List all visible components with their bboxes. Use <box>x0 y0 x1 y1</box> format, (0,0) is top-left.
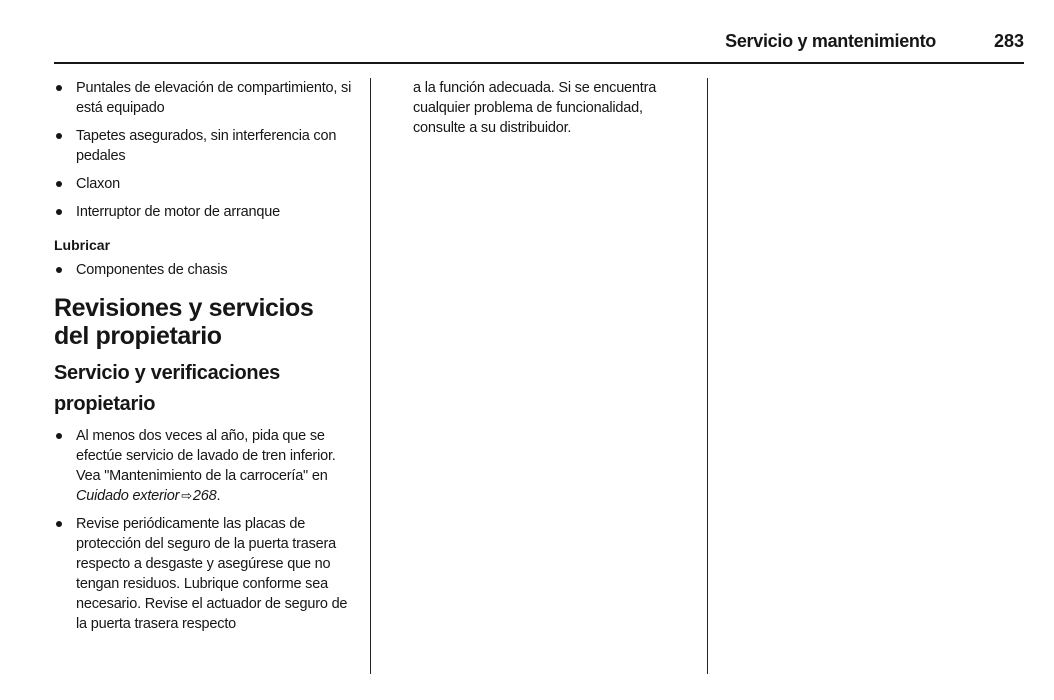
sentence-end: . <box>216 488 221 504</box>
list-item <box>54 174 359 194</box>
sub-heading-line-2: propietario <box>54 393 156 415</box>
bullet-icon <box>56 133 62 139</box>
main-heading-line-1: Revisiones y servicios <box>54 294 314 322</box>
column-1 <box>54 78 359 642</box>
cross-reference-link[interactable] <box>76 488 217 504</box>
list-item <box>54 514 359 634</box>
list-item <box>54 426 359 506</box>
reference-arrow-icon: ⇨ <box>181 488 192 503</box>
list-item-text: Interruptor de motor de arranque <box>76 204 280 220</box>
cross-reference-title: Cuidado exterior <box>76 488 180 504</box>
bullet-list-owner-checks <box>54 426 359 634</box>
list-item-text: Componentes de chasis <box>76 262 228 278</box>
lubricate-heading: Lubricar <box>54 237 111 253</box>
column-2 <box>413 78 693 138</box>
list-item <box>54 202 359 222</box>
bullet-list-lubricate <box>54 260 359 280</box>
bullet-list-checks <box>54 78 359 222</box>
sub-heading <box>54 358 359 420</box>
list-item <box>54 78 359 118</box>
bullet-icon <box>56 267 62 273</box>
list-item-text: Claxon <box>76 176 120 192</box>
continuation-paragraph: a la función adecuada. Si se encuentra cualquier problema de funcionalidad, consulte a su distribuidor. <box>413 80 657 136</box>
list-item-text: Revise periódicamente las placas de protección del seguro de la puerta trasera respecto a desgaste y asegúrese que no tengan residuos. Lubrique conforme sea necesario. Revise el actuador de seguro de la puerta trasera respecto <box>76 516 348 632</box>
list-item <box>54 260 359 280</box>
column-divider-1 <box>370 78 371 674</box>
cross-reference-page: 268 <box>192 488 217 504</box>
column-divider-2 <box>707 78 708 674</box>
section-title: Servicio y mantenimiento <box>725 31 936 51</box>
page-number: 283 <box>993 31 1024 51</box>
bullet-icon <box>56 209 62 215</box>
list-item-text: Al menos dos veces al año, pida que se efectúe servicio de lavado de tren inferior. Vea "Mantenimiento de la carrocería" en <box>76 428 336 484</box>
list-item-text: Tapetes asegurados, sin interferencia con pedales <box>76 128 337 164</box>
list-item-text: Puntales de elevación de compartimiento, si está equipado <box>76 80 352 116</box>
bullet-icon <box>56 85 62 91</box>
list-item <box>54 126 359 166</box>
main-heading <box>54 294 359 350</box>
main-heading-line-2: del propietario <box>54 322 222 350</box>
header-rule <box>54 62 1024 64</box>
bullet-icon <box>56 181 62 187</box>
sub-heading-line-1: Servicio y verificaciones <box>54 362 280 384</box>
bullet-icon <box>56 521 62 527</box>
bullet-icon <box>56 433 62 439</box>
